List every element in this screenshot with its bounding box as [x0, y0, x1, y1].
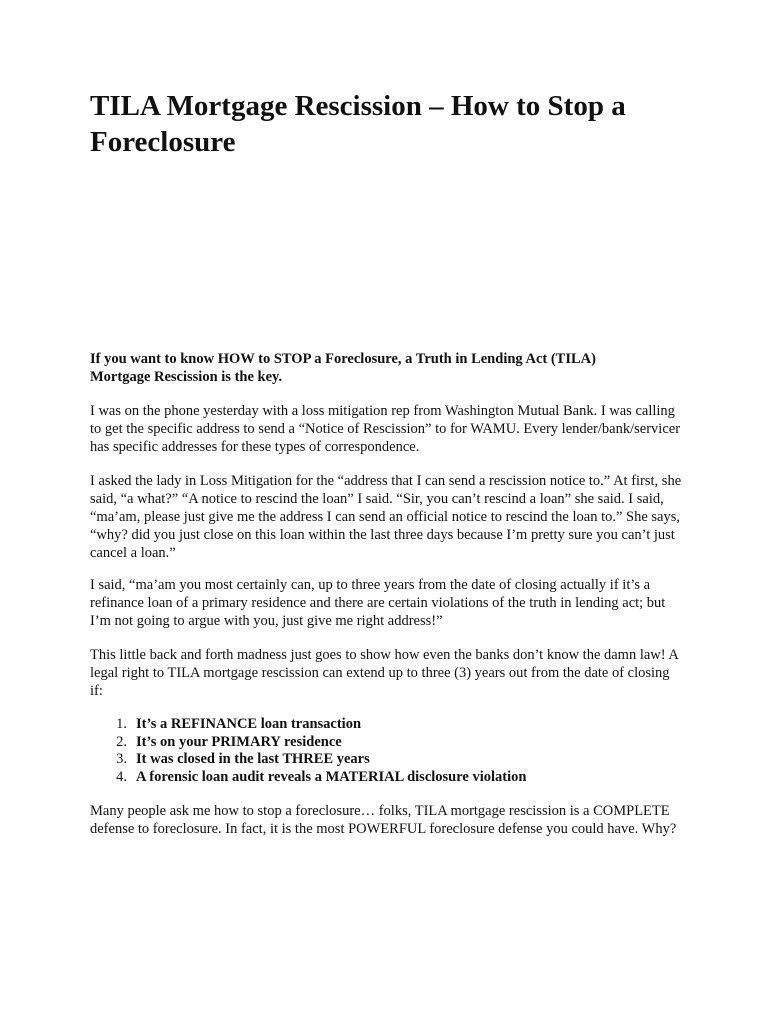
list-item-text: It was closed in the last THREE years	[136, 751, 370, 767]
list-item-text: It’s a REFINANCE loan transaction	[136, 716, 362, 732]
conditions-list	[90, 716, 650, 786]
list-item-number: 1.	[116, 716, 127, 732]
list-item	[90, 734, 650, 752]
list-item-text: A forensic loan audit reveals a MATERIAL disclosure violation	[136, 768, 527, 785]
body-paragraph-4: This little back and forth madness just goes to show how even the banks don’t know the damn law! A legal right to TILA mortgage rescission can extend up to three (3) years out from the date of closing if:	[90, 647, 679, 699]
body-paragraph-5: Many people ask me how to stop a foreclosure… folks, TILA mortgage rescission is a COMPLETE defense to foreclosure. In fact, it is the most POWERFUL foreclosure defense you could have. Why?	[90, 803, 677, 837]
list-item	[90, 769, 650, 787]
list-item-number: 2.	[116, 733, 127, 750]
intro-paragraph: If you want to know HOW to STOP a Foreclosure, a Truth in Lending Act (TILA) Mortgage Rescission is the key.	[90, 351, 596, 385]
list-item	[90, 751, 650, 769]
body-paragraph-1: I was on the phone yesterday with a loss mitigation rep from Washington Mutual Bank. I was calling to get the specific address to send a “Notice of Rescission” to for WAMU. Every lender/bank/servicer has specific addresses for these types of correspondence.	[90, 403, 681, 455]
body-paragraph-2: I asked the lady in Loss Mitigation for the “address that I can send a rescission notice to.” At first, she said, “a what?” “A notice to rescind the loan” I said. “Sir, you can’t rescind a loan” she said. I said, “ma’am, please just give me the address I can send an official notice to rescind the loan to.” She says, “why? did you just close on this loan within the last three days because I’m pretty sure you can’t just cancel a loan.”	[90, 473, 682, 561]
body-paragraph-3: I said, “ma’am you most certainly can, up to three years from the date of closing actually if it’s a refinance loan of a primary residence and there are certain violations of the truth in lending act; but I’m not going to argue with you, just give me right address!”	[90, 577, 666, 629]
list-item-text: It’s on your PRIMARY residence	[136, 733, 342, 750]
list-item-number: 4.	[116, 768, 127, 785]
list-item-number: 3.	[116, 751, 127, 767]
document-title: TILA Mortgage Rescission – How to Stop a Foreclosure	[90, 90, 626, 158]
list-item	[90, 716, 650, 734]
